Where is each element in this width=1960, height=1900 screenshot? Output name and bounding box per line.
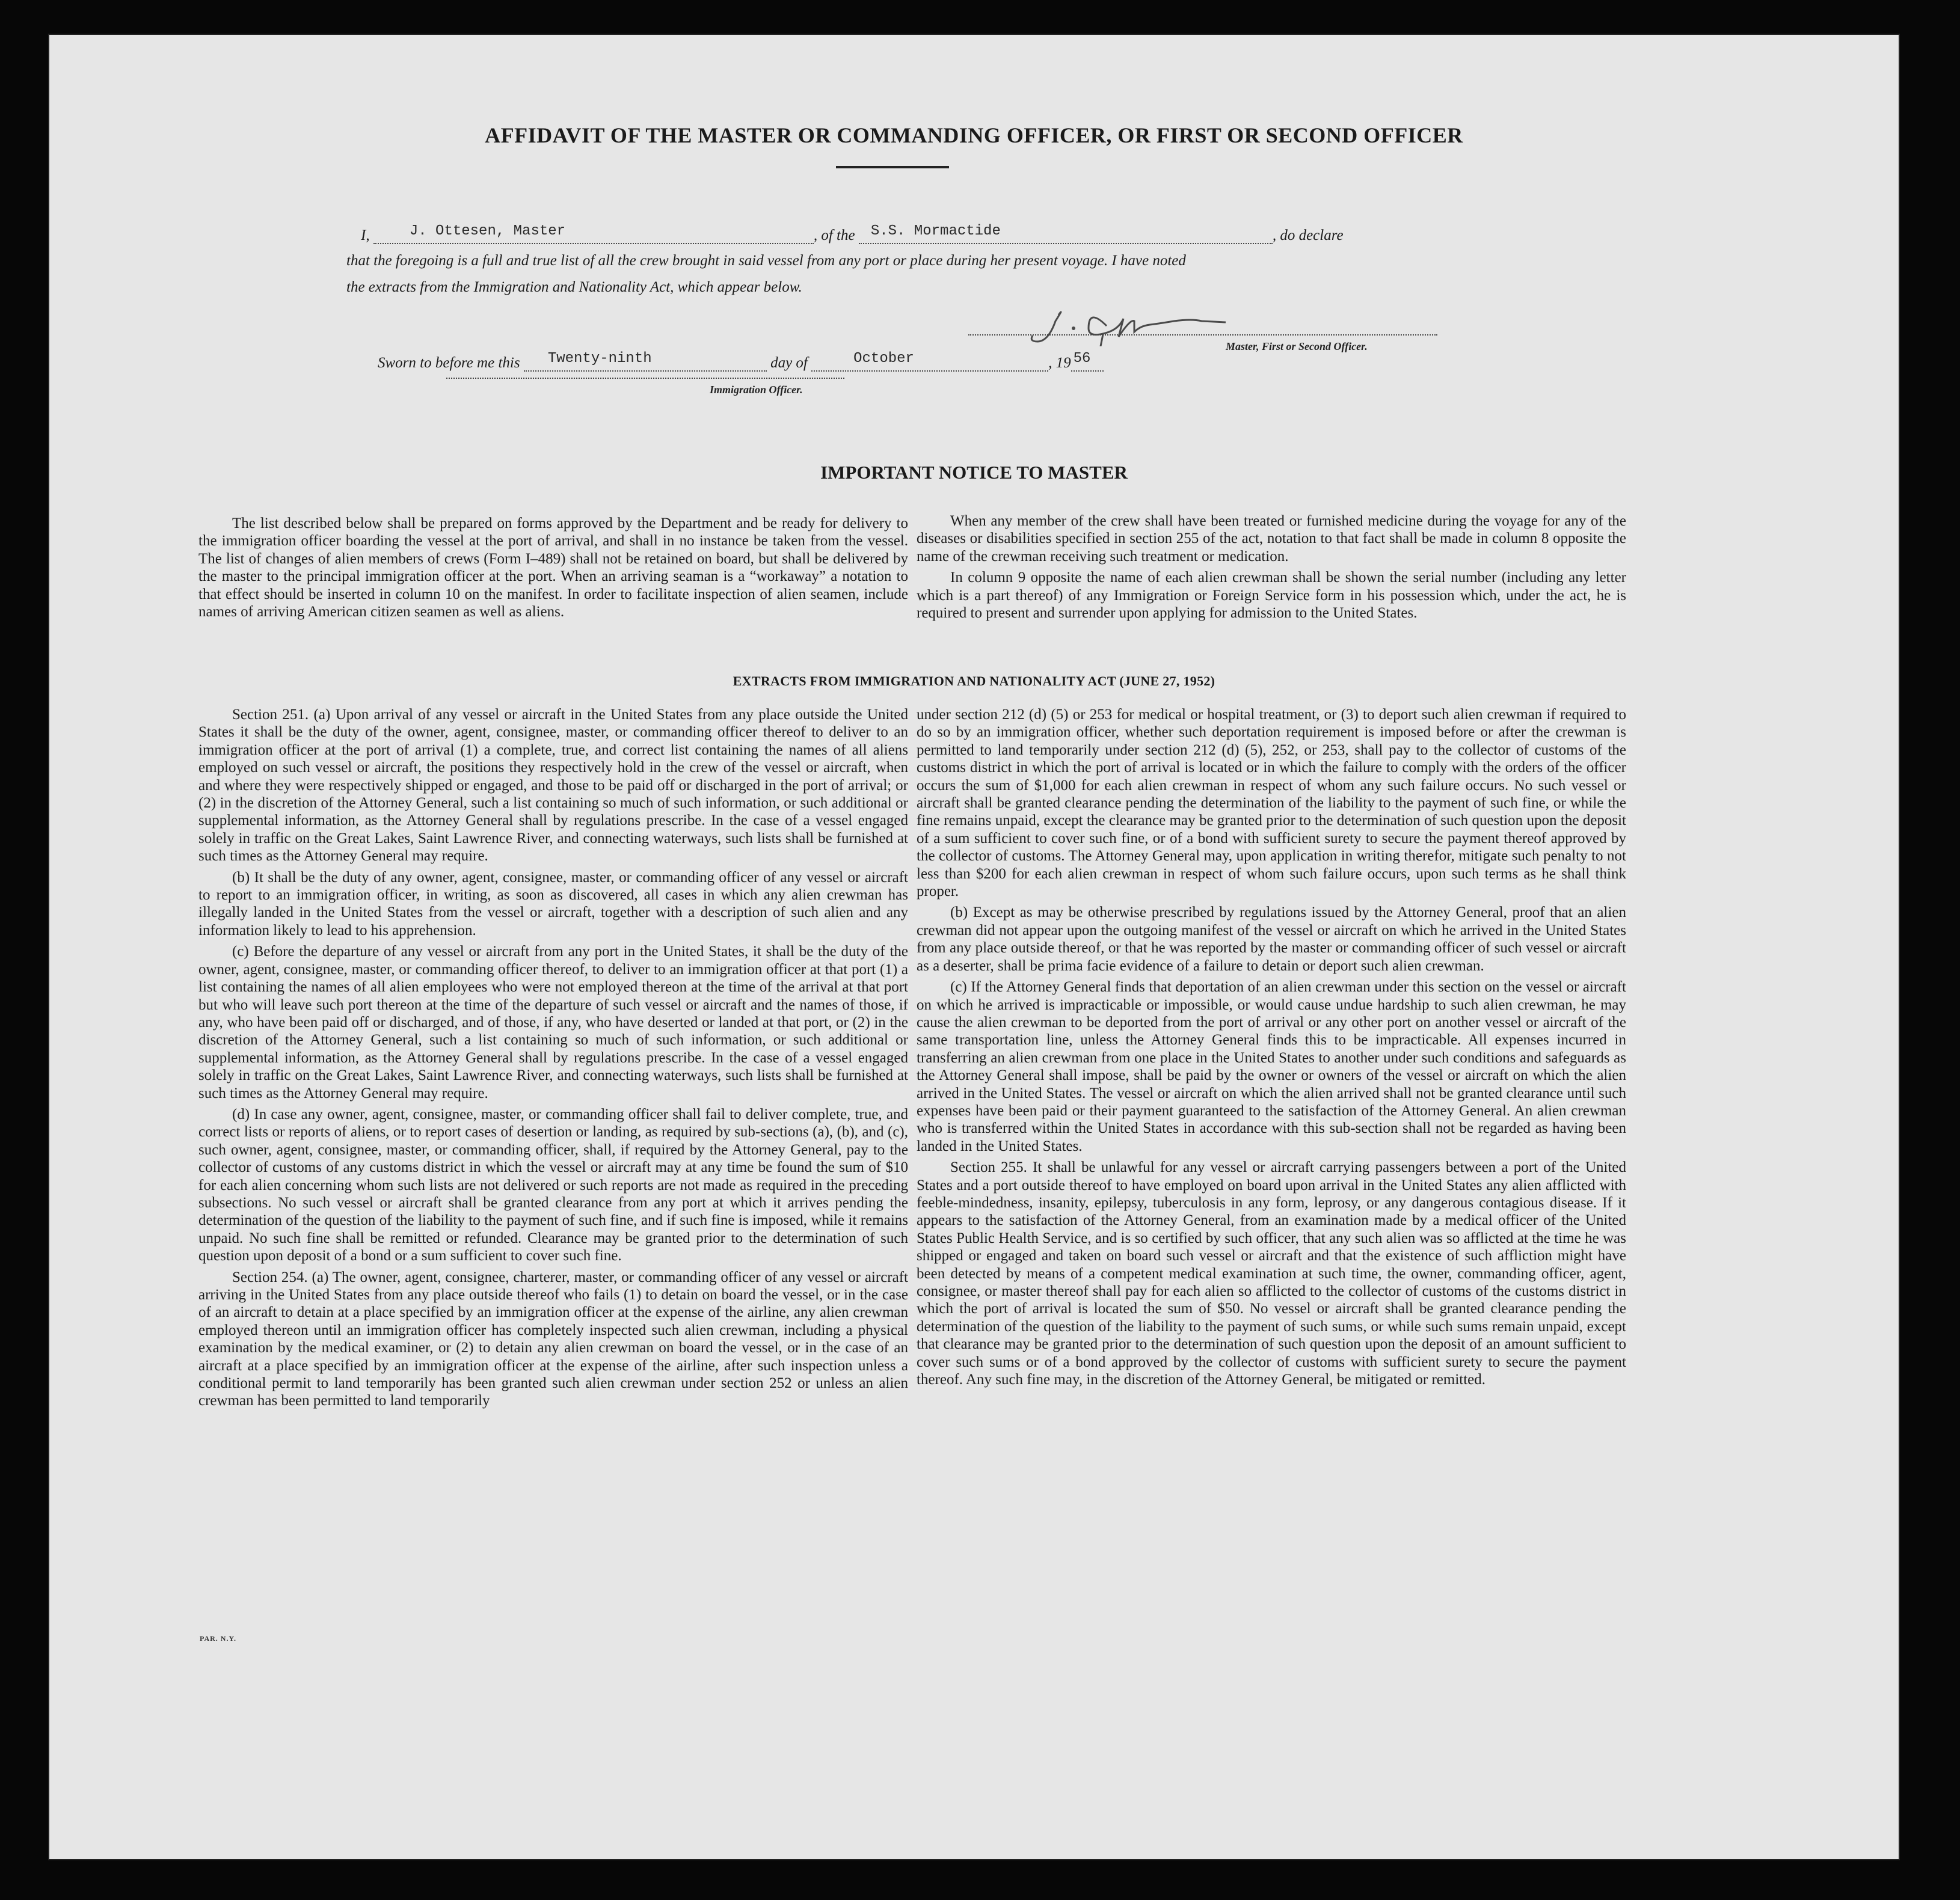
sworn-line xyxy=(378,352,1104,372)
month-field[interactable] xyxy=(811,352,1048,372)
declaration-line xyxy=(361,225,1344,244)
notice-right-paragraph-2: In column 9 opposite the name of each alien crewman shall be shown the serial number (including any letter which is a part thereof) of any Immigration or Foreign Service form in his possession which, under the act, he is required to present and surrender upon applying for admission to the United States. xyxy=(917,569,1626,622)
section-254-b: (b) Except as may be otherwise prescribed by regulations issued by the Attorney General, proof that an alien crewman did not appear upon the outgoing manifest of the vessel or aircraft on which he arrived in the United States from any place outside thereof, or that he was reported by the master or commanding officer of such vessel or aircraft as a deserter, shall be prima facie evidence of a failure to detain or deport such alien crewman. xyxy=(917,904,1626,974)
extracts-left-column xyxy=(198,706,908,1414)
extracts-right-column xyxy=(917,706,1626,1392)
month-typed: October xyxy=(853,351,914,367)
document-sheet xyxy=(48,34,1900,1860)
section-254-a-continued: under section 212 (d) (5) or 253 for medical or hospital treatment, or (3) to deport such alien crewman if required to do so by an immigration officer, whether such deportation requirement is imposed before or after the crewman is permitted to land temporarily under section 212 (d) (5), 252, or 253, shall pay to the collector of customs of the customs district in which the port of arrival is located or in which the failure to comply with the orders of the officer occurs the sum of $1,000 for each alien crewman in respect of whom any such failure occurs. No such vessel or aircraft shall be granted clearance pending the determination of the liability to the payment of such fine, or while the fine remains unpaid, except the clearance may be granted prior to the determination of such question upon the deposit of a sum sufficient to cover such fine, or of a bond with sufficient surety to secure the payment thereof approved by the collector of customs. The Attorney General may, upon application in writing therefor, mitigate such penalty to not less than $200 for each alien crewman in respect of whom such failure occurs, upon such terms as he shall think proper. xyxy=(917,706,1626,900)
name-field[interactable] xyxy=(373,225,814,244)
day-of-text: day of xyxy=(770,355,808,371)
affidavit-title: AFFIDAVIT OF THE MASTER OR COMMANDING OFFICER, OR FIRST OR SECOND OFFICER xyxy=(485,123,1463,147)
printer-mark: PAR. N.Y. xyxy=(200,1634,237,1643)
do-declare-text: , do declare xyxy=(1272,227,1344,244)
notice-right-column xyxy=(917,512,1626,625)
signature-label: Master, First or Second Officer. xyxy=(1226,340,1368,352)
section-254-c: (c) If the Attorney General finds that deportation of an alien crewman under this section on the vessel or aircraft on which he arrived is impracticable or impossible, or would cause undue hardship to such alien crewman, he may cause the alien crewman to be deported from the port of arrival or any other port on another vessel or aircraft of the same transportation line, unless the Attorney General finds this to be impracticable. All expenses incurred in transferring an alien crewman from one place in the United States to another under such conditions and safeguards as the Attorney General shall impose, shall be paid by the owner or owners of the vessel or aircraft on which the alien arrived in the United States. The vessel or aircraft on which the alien arrived shall not be granted clearance until such expenses have been paid or their payment guaranteed to the satisfaction of the Attorney General. An alien crewman who is transferred within the United States in accordance with this sub-section shall not be regarded as having been landed in the United States. xyxy=(917,979,1626,1154)
section-251-d: (d) In case any owner, agent, consignee, master, or commanding officer shall fail to deliver complete, true, and correct lists or reports of aliens, or to report cases of desertion or landing, as required by sub-sections (a), (b), and (c), such owner, agent, consignee, master, or commanding officer, shall, if required by the Attorney General, pay to the collector of customs of any customs district in which the vessel or aircraft may at any time be found the sum of $10 for each alien concerning whom such lists are not delivered or such reports are not made as required in the preceding subsections. No such vessel or aircraft shall be granted clearance from any port at which it arrives pending the determination of the question of the liability to the payment of such fine, and if such fine is imposed, while it remains unpaid. No such fine shall be remitted or refunded. Clearance may be granted prior to the determination of such question upon deposit of a bond or a sum sufficient to cover such fine. xyxy=(198,1106,908,1264)
sworn-prefix: Sworn to before me this xyxy=(378,355,520,371)
immigration-officer-line xyxy=(446,378,844,379)
title-rule xyxy=(836,166,949,168)
extracts-title: EXTRACTS FROM IMMIGRATION AND NATIONALITY ACT (JUNE 27, 1952) xyxy=(733,673,1215,688)
statement-line-1: that the foregoing is a full and true list of all the crew brought in said vessel from any port or place during her present voyage. I have noted xyxy=(346,253,1186,269)
vessel-field[interactable] xyxy=(859,225,1273,244)
section-251-a: Section 251. (a) Upon arrival of any vessel or aircraft in the United States from any place outside the United States it shall be the duty of the owner, agent, consignee, master, or commanding officer thereof to deliver to an immigration officer at the port of arrival (1) a complete, true, and correct list containing the names of all aliens employed on such vessel or aircraft, the positions they respectively hold in the crew of the vessel or aircraft, when and where they were respectively shipped or engaged, and those to be paid off or discharged in the port of arrival; or (2) in the discretion of the Attorney General, such a list containing so much of such information, or such additional or supplemental information, as the Attorney General shall by regulations prescribe. In the case of a vessel engaged solely in traffic on the Great Lakes, Saint Lawrence River, and connecting waterways, such lists shall be furnished at such times as the Attorney General may require. xyxy=(198,706,908,865)
year-prefix: , 19 xyxy=(1048,355,1071,371)
statement-line-2: the extracts from the Immigration and Nationality Act, which appear below. xyxy=(346,279,802,295)
section-254-a: Section 254. (a) The owner, agent, consignee, charterer, master, or commanding officer of any vessel or aircraft arriving in the United States from any place outside thereof who fails (1) to detain on board the vessel, or in the case of an aircraft to detain at a place specified by an immigration officer at the expense of the airline, any alien crewman employed thereon until an immigration officer has completely inspected such alien crewman, including a physical examination by the medical examiner, or (2) to detain any alien crewman on board the vessel, or in the case of an aircraft at a place specified by an immigration officer at the expense of the airline, after such inspection unless a conditional permit to land temporarily has been granted such alien crewman under section 252 or unless an alien crewman has been permitted to land temporarily xyxy=(198,1269,908,1409)
notice-left-paragraph: The list described below shall be prepared on forms approved by the Department and be ready for delivery to the immigration officer boarding the vessel at the port of arrival, and shall in no instance be taken from the vessel. The list of changes of alien members of crews (Form I–489) shall not be retained on board, but shall be delivered by the master to the principal immigration officer at the port. When an arriving seaman is a “workaway” a notation to that effect should be inserted in column 10 on the manifest. In order to facilitate inspection of alien seamen, include names of arriving American citizen seamen as well as aliens. xyxy=(198,515,908,621)
year-typed: 56 xyxy=(1073,351,1091,367)
of-the-text: , of the xyxy=(813,227,855,244)
year-field[interactable] xyxy=(1071,352,1104,372)
i-prefix: I, xyxy=(361,227,370,244)
notice-right-paragraph-1: When any member of the crew shall have been treated or furnished medicine during the voyage for any of the diseases or disabilities specified in section 255 of the act, notation to that fact shall be made in column 8 opposite the name of the crewman receiving such treatment or medication. xyxy=(917,513,1626,565)
section-251-c: (c) Before the departure of any vessel or aircraft from any port in the United States, it shall be the duty of the owner, agent, consignee, master, or commanding officer thereof, to deliver to an immigration officer at that port (1) a list containing the names of all alien employees who were not employed thereon at the time of the arrival at that port but who will leave such port thereon at the time of the departure of such vessel or aircraft and the names of those, if any, who have been paid off or discharged, and of those, if any, who have deserted or landed at that port, or (2) in the discretion of the Attorney General, such a list containing so much of such information, or such additional or supplemental information, as the Attorney General shall by regulations prescribe. In the case of a vessel engaged solely in traffic on the Great Lakes, Saint Lawrence River, and connecting waterways, such lists shall be furnished at such times as the Attorney General may require. xyxy=(198,943,908,1102)
section-255: Section 255. It shall be unlawful for any vessel or aircraft carrying passengers between a port of the United States and a port outside thereof to have employed on board upon arrival in the United States any alien afflicted with feeble-mindedness, insanity, epilepsy, tuberculosis in any form, leprosy, or any dangerous contagious disease. If it appears to the satisfaction of the Attorney General, from an examination made by a medical officer of the United States Public Health Service, and is so certified by such officer, that any such alien was so afflicted at the time he was shipped or engaged and taken on board such vessel or aircraft and that the existence of such affliction might have been detected by means of a competent medical examination at such time, the owner, commanding officer, agent, consignee, or master thereof shall pay for each alien so afflicted to the collector of customs of the customs district in which the port of arrival is located the sum of $50. No vessel or aircraft shall be granted clearance pending the determination of the question of the liability to the payment of such sums, or while such sums remain unpaid, except that clearance may be granted prior to the determination of such question upon the deposit of an amount sufficient to cover such sums or of a bond approved by the collector of customs with sufficient surety to secure the payment thereof. Any such fine may, in the discretion of the Attorney General, be mitigated or remitted. xyxy=(917,1159,1626,1388)
signature-line xyxy=(968,334,1437,336)
vessel-typed: S.S. Mormactide xyxy=(870,223,1001,239)
sworn-day-typed: Twenty-ninth xyxy=(547,351,652,367)
immigration-officer-label: Immigration Officer. xyxy=(710,384,803,396)
name-typed: J. Ottesen, Master xyxy=(409,223,566,239)
section-251-b: (b) It shall be the duty of any owner, agent, consignee, master, or commanding officer of any vessel or aircraft to report to an immigration officer, in writing, as soon as discovered, all cases in which any alien crewman has illegally landed in the United States from the vessel or aircraft, together with a description of such alien and any information likely to lead to his apprehension. xyxy=(198,869,908,939)
notice-left-column xyxy=(198,515,908,624)
notice-title: IMPORTANT NOTICE TO MASTER xyxy=(820,462,1128,483)
sworn-day-field[interactable] xyxy=(524,352,767,372)
